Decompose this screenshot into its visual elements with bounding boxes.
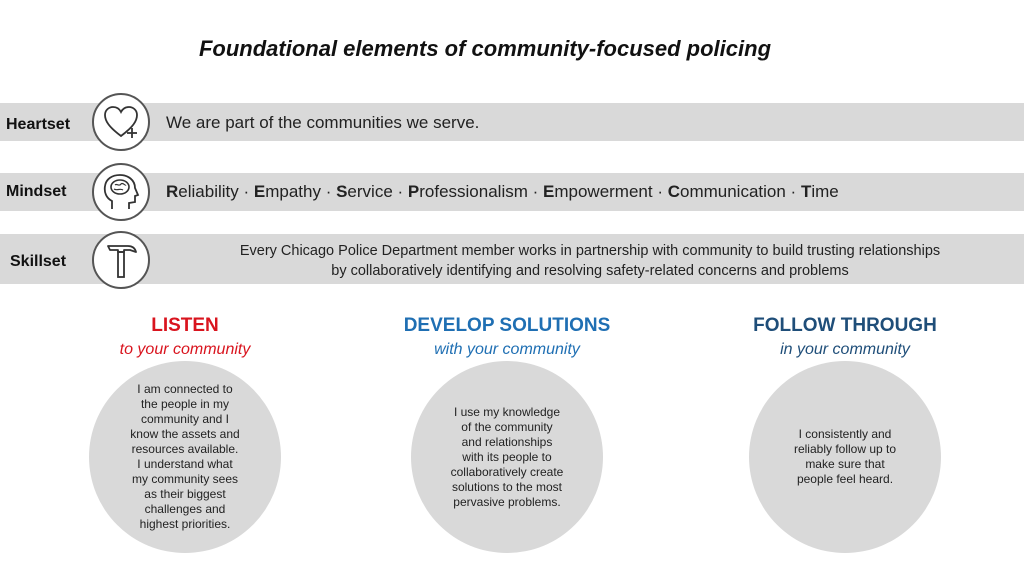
heartset-band [0,103,1024,141]
head-brain-icon [92,163,150,221]
listen-subheading: to your community [119,341,251,358]
develop-solutions-heading: DEVELOP SOLUTIONS [403,315,611,336]
heart-plus-icon [92,93,150,151]
skillset-text [160,241,1020,281]
mindset-values [166,182,839,202]
mindset-separator: · [392,182,408,201]
circle-text-line: community and I [140,412,230,426]
circle-text-line: collaboratively create [450,464,564,479]
mindset-value: Reliability [166,182,239,201]
listen-heading: LISTEN [151,315,219,336]
circle-text-line: with its people to [462,449,552,464]
mindset-value: Communication [667,182,786,201]
follow-through-subheading: in your community [780,341,910,358]
circle-text-line: I understand what [137,457,233,471]
page-title: Foundational elements of community-focused policing [198,36,772,61]
circle-text-line: reliably follow up to [793,442,897,456]
mindset-separator: · [785,182,801,201]
follow-through-heading: FOLLOW THROUGH [753,315,937,336]
mindset-value: Time [800,182,839,201]
circle-text-line: highest priorities. [139,517,231,531]
skillset-line-2: by collaboratively identifying and resolving safety-related concerns and problems [331,263,849,279]
circle-text-line: I use my knowledge [453,404,561,419]
listen-circle-text [130,382,239,532]
follow-through-circle-text [794,427,896,487]
listen-circle [89,361,281,553]
circle-text-line: challenges and [144,502,226,516]
circle-text-line: make sure that [805,457,885,471]
circle-text-line: solutions to the most [451,479,563,494]
circle-text-line: know the assets and [130,427,240,441]
circle-text-line: of the community [461,419,553,434]
mindset-separator: · [238,182,254,201]
heartset-text: We are part of the communities we serve. [166,113,480,132]
develop-solutions-circle [411,361,603,553]
circle-text-line: pervasive problems. [453,494,561,509]
heartset-label: Heartset [6,116,71,133]
mindset-separator: · [652,182,668,201]
mindset-label: Mindset [6,183,67,200]
circle-text-line: people feel heard. [796,472,894,486]
mindset-separator: · [320,182,337,201]
circle-text-line: I consistently and [798,427,892,441]
develop-solutions-subheading: with your community [434,341,580,358]
develop-solutions-circle-text [451,405,564,510]
listen-column [55,315,315,359]
circle-text-line: resources available. [131,442,239,456]
mindset-value: Empowerment [543,182,653,201]
mindset-value: Professionalism [407,182,528,201]
skillset-line-1: Every Chicago Police Department member works in partnership with community to build trusting relationships [239,243,941,259]
follow-through-column [715,315,975,359]
hammer-icon [92,231,150,289]
follow-through-circle [749,361,941,553]
mindset-separator: · [527,182,543,201]
skillset-label: Skillset [10,253,67,270]
circle-text-line: I am connected to [137,382,233,396]
mindset-value: Empathy [253,182,321,201]
mindset-value: Service [336,182,393,201]
circle-text-line: and relationships [461,434,553,449]
circle-text-line: as their biggest [144,487,226,501]
develop-solutions-column [377,315,637,359]
circle-text-line: my community sees [131,472,239,486]
circle-text-line: the people in my [140,397,230,411]
